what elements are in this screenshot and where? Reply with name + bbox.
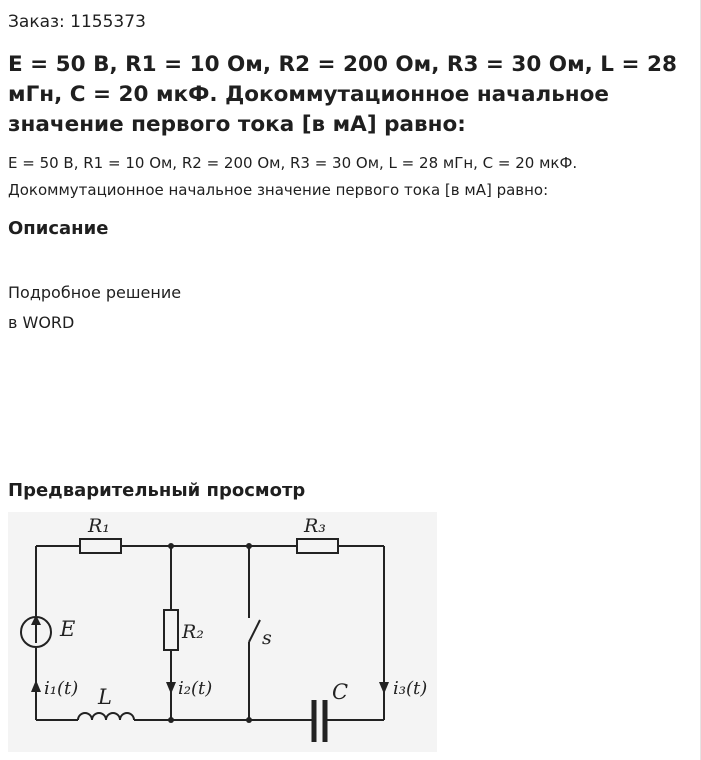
- label-c: C: [332, 680, 349, 704]
- label-r2: R₂: [182, 621, 204, 643]
- question-text: E = 50 В, R1 = 10 Ом, R2 = 200 Ом, R3 = 30 Ом, L = 28 мГн, C = 20 мкФ. Докоммутационное начальное значение первого тока [в мА] равно:: [8, 154, 578, 199]
- label-s: s: [262, 627, 272, 649]
- source-arrow: [31, 615, 41, 643]
- label-r3: R₃: [304, 515, 326, 537]
- resistor-r2: [164, 610, 178, 650]
- inductor-l: [78, 713, 134, 720]
- label-e: E: [60, 617, 76, 641]
- circuit-preview-image: [8, 512, 437, 752]
- arrow-i3: [379, 682, 389, 694]
- label-i2: i₂(t): [178, 678, 213, 699]
- description-heading: Описание: [8, 218, 109, 239]
- question-title: E = 50 В, R1 = 10 Ом, R2 = 200 Ом, R3 = 30 Ом, L = 28 мГн, C = 20 мкФ. Докоммутационное начальное значение первого тока [в мА] равно:: [8, 52, 677, 137]
- capacitor-c: [314, 700, 325, 742]
- order-number: Заказ: 1155373: [8, 12, 146, 32]
- arrow-i1: [31, 680, 41, 692]
- description-line-2: в WORD: [8, 313, 75, 332]
- circuit-diagram: [8, 512, 437, 752]
- label-l: L: [98, 685, 112, 709]
- preview-heading: Предварительный просмотр: [8, 480, 306, 501]
- resistor-r1: [80, 539, 121, 553]
- label-i3: i₃(t): [393, 678, 428, 699]
- description-line-1: Подробное решение: [8, 283, 182, 302]
- label-r1: R₁: [88, 515, 110, 537]
- arrow-i2: [166, 682, 176, 694]
- label-i1: i₁(t): [44, 678, 79, 699]
- switch-blade: [249, 620, 260, 642]
- resistor-r3: [297, 539, 338, 553]
